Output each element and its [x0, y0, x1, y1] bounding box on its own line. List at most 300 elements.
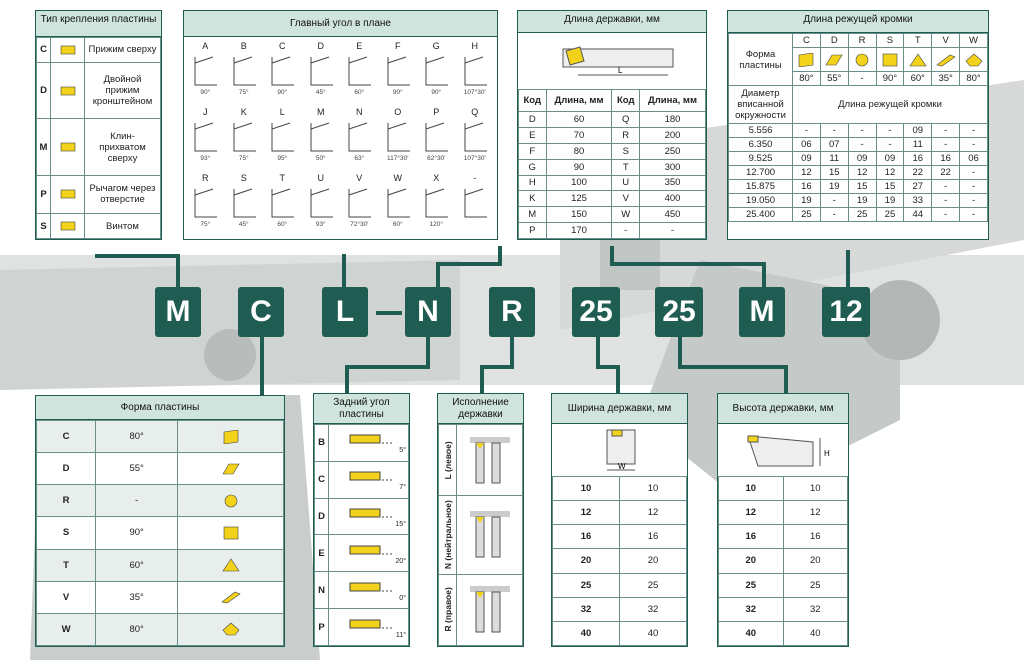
holder-length-cell: K	[519, 191, 547, 207]
edge-cell: -	[932, 208, 960, 222]
holder-length-cell: -	[612, 223, 640, 239]
edge-cell: 33	[904, 194, 932, 208]
edge-letter: V	[932, 34, 960, 48]
insert-shape-angle: 80°	[96, 613, 178, 645]
edge-row	[729, 208, 988, 222]
approach-angle: 93°	[200, 155, 211, 162]
holder-length-cell: V	[612, 191, 640, 207]
edge-length-panel	[727, 10, 989, 240]
approach-cell	[263, 105, 302, 171]
clearance-diagram	[329, 572, 409, 609]
height-code: 16	[719, 525, 784, 549]
approach-letter: L	[279, 107, 285, 117]
approach-cell	[417, 39, 456, 105]
edge-cell: -	[960, 124, 988, 138]
clearance-row	[315, 498, 409, 535]
hand-diagram	[457, 496, 523, 574]
connector	[678, 337, 682, 367]
clamping-text: Рычагом через отверстие	[85, 175, 161, 213]
hand-label: R (правое)	[439, 574, 457, 645]
clearance-code: B	[315, 425, 329, 462]
insert-shape-row	[37, 517, 284, 549]
edge-cell: 9.525	[729, 152, 793, 166]
approach-diagram	[456, 119, 495, 155]
clearance-row	[315, 609, 409, 646]
clamping-code: S	[37, 214, 51, 239]
approach-angle: 117°30′	[387, 155, 409, 162]
approach-letter: Q	[471, 107, 479, 117]
insert-shape-row	[37, 613, 284, 645]
clamping-icon	[51, 175, 85, 213]
approach-angle: 60°	[392, 221, 403, 228]
edge-letter: D	[820, 34, 848, 48]
svg-text:H: H	[824, 449, 830, 458]
edge-cell: -	[848, 124, 876, 138]
edge-insert-icon	[904, 48, 932, 72]
holder-length-cell: 70	[546, 127, 612, 143]
insert-shape-angle: -	[96, 485, 178, 517]
edge-cell: -	[960, 138, 988, 152]
width-illustration	[552, 424, 687, 476]
holder-length-cell: 80	[546, 143, 612, 159]
connector	[510, 337, 514, 367]
width-row	[553, 597, 687, 621]
clearance-angle: 15°	[395, 521, 406, 529]
approach-diagram	[186, 185, 225, 221]
edge-insert-icon	[848, 48, 876, 72]
hand-label: L (левое)	[439, 425, 457, 496]
width-row	[553, 477, 687, 501]
approach-letter: X	[433, 173, 440, 183]
edge-row	[729, 180, 988, 194]
edge-angle: 35°	[932, 72, 960, 86]
holder-length-row	[519, 223, 706, 239]
connector	[846, 250, 850, 287]
approach-angle: 60°	[277, 221, 288, 228]
width-row	[553, 621, 687, 645]
approach-cell	[340, 105, 379, 171]
edge-cell: 09	[848, 152, 876, 166]
approach-angle: 75°	[238, 155, 249, 162]
edge-cell: 25.400	[729, 208, 793, 222]
insert-shape-icon	[178, 581, 284, 613]
approach-letter: G	[432, 41, 440, 51]
connector	[426, 337, 430, 367]
clearance-row	[315, 461, 409, 498]
clearance-code: D	[315, 498, 329, 535]
edge-row	[729, 194, 988, 208]
code-letter: 12	[822, 287, 870, 337]
connector	[596, 337, 600, 367]
holder-length-cell: 125	[546, 191, 612, 207]
approach-row	[186, 105, 495, 171]
approach-letter: W	[393, 173, 402, 183]
approach-cell	[263, 39, 302, 105]
insert-shape-icon	[178, 549, 284, 581]
holder-length-row	[519, 207, 706, 223]
holder-length-cell: H	[519, 175, 547, 191]
edge-angle: 55°	[820, 72, 848, 86]
holder-length-row	[519, 191, 706, 207]
edge-cell: 11	[904, 138, 932, 152]
edge-cell: 15	[848, 180, 876, 194]
hand-row	[439, 425, 523, 496]
holder-length-cell: U	[612, 175, 640, 191]
width-value: 32	[620, 597, 687, 621]
approach-letter: P	[433, 107, 440, 117]
approach-cell	[456, 105, 495, 171]
holder-length-title: Длина державки, мм	[518, 11, 706, 33]
holder-length-row	[519, 127, 706, 143]
approach-letter: -	[473, 173, 477, 183]
approach-letter: R	[202, 173, 209, 183]
height-value: 32	[783, 597, 848, 621]
connector	[480, 365, 514, 369]
approach-angle: 72°30′	[350, 221, 369, 228]
width-row	[553, 501, 687, 525]
edge-cell: 07	[820, 138, 848, 152]
clearance-angle: 0°	[399, 594, 406, 602]
insert-shape-code: S	[37, 517, 96, 549]
edge-letter: R	[848, 34, 876, 48]
edge-cell: 19	[793, 194, 821, 208]
approach-cell	[417, 171, 456, 237]
width-row	[553, 573, 687, 597]
height-code: 12	[719, 501, 784, 525]
holder-length-header: Длина, мм	[639, 90, 705, 112]
edge-insert-icon	[793, 48, 821, 72]
holder-length-cell: P	[519, 223, 547, 239]
clamping-icon	[51, 62, 85, 118]
approach-angle: 93°	[315, 221, 326, 228]
width-title: Ширина державки, мм	[552, 394, 687, 424]
clamping-panel	[35, 10, 162, 240]
edge-cell: 15	[820, 166, 848, 180]
approach-letter: K	[240, 107, 247, 117]
height-row	[719, 597, 848, 621]
approach-diagram	[225, 185, 264, 221]
approach-diagram	[186, 53, 225, 89]
width-code: 10	[553, 477, 620, 501]
holder-length-cell: 180	[639, 112, 705, 128]
hand-row	[439, 496, 523, 574]
code-letter: M	[739, 287, 785, 337]
approach-diagram	[340, 185, 379, 221]
edge-cell: -	[820, 124, 848, 138]
approach-diagram	[263, 185, 302, 221]
connector	[498, 246, 502, 264]
approach-diagram	[417, 185, 456, 221]
edge-cell: -	[960, 180, 988, 194]
height-value: 12	[783, 501, 848, 525]
connector	[610, 262, 766, 266]
connector	[678, 365, 788, 369]
approach-letter: J	[203, 107, 208, 117]
height-value: 40	[783, 621, 848, 645]
insert-shape-icon	[178, 613, 284, 645]
code-dash	[376, 311, 402, 315]
insert-shape-code: C	[37, 421, 96, 453]
width-value: 10	[620, 477, 687, 501]
edge-cell: 12	[848, 166, 876, 180]
hand-panel	[437, 393, 524, 647]
edge-letter: T	[904, 34, 932, 48]
insert-shape-code: T	[37, 549, 96, 581]
holder-length-cell: R	[612, 127, 640, 143]
approach-cell	[456, 39, 495, 105]
width-panel	[551, 393, 688, 647]
hand-row	[439, 574, 523, 645]
approach-cell	[225, 105, 264, 171]
clamping-title: Тип крепления пластины	[36, 11, 161, 37]
insert-shape-icon	[178, 485, 284, 517]
clearance-panel	[313, 393, 410, 647]
approach-cell	[340, 39, 379, 105]
approach-angle: 90°	[200, 89, 211, 96]
approach-angle: 60°	[354, 89, 365, 96]
approach-diagram	[225, 119, 264, 155]
connector	[95, 254, 179, 258]
holder-length-cell: D	[519, 112, 547, 128]
insert-shape-title: Форма пластины	[36, 396, 284, 420]
approach-angle: 95°	[277, 155, 288, 162]
approach-diagram	[302, 119, 341, 155]
edge-row	[729, 166, 988, 180]
edge-cell: 19	[820, 180, 848, 194]
insert-shape-angle: 55°	[96, 453, 178, 485]
approach-letter: N	[356, 107, 363, 117]
approach-angle: 62°30′	[427, 155, 446, 162]
edge-insert-icon	[960, 48, 988, 72]
hand-label: N (нейтральное)	[439, 496, 457, 574]
approach-angle: 107°30′	[463, 89, 486, 96]
clamping-code: P	[37, 175, 51, 213]
edge-cell: 27	[904, 180, 932, 194]
approach-diagram	[379, 119, 418, 155]
edge-cell: -	[820, 194, 848, 208]
code-letter: C	[238, 287, 284, 337]
height-illustration	[718, 424, 848, 476]
insert-shape-icon	[178, 421, 284, 453]
edge-angle: 90°	[876, 72, 904, 86]
hand-title: Исполнение державки	[438, 394, 523, 424]
width-value: 40	[620, 621, 687, 645]
insert-shape-code: W	[37, 613, 96, 645]
holder-length-cell: 250	[639, 143, 705, 159]
width-value: 20	[620, 549, 687, 573]
connector	[436, 262, 440, 287]
insert-shape-row	[37, 581, 284, 613]
holder-length-cell: G	[519, 159, 547, 175]
diam-label: Диаметр вписанной окружности	[729, 86, 793, 124]
approach-letter: F	[395, 41, 401, 51]
clearance-code: C	[315, 461, 329, 498]
approach-letter: V	[356, 173, 363, 183]
edge-letter: W	[960, 34, 988, 48]
approach-letter: H	[471, 41, 478, 51]
insert-shape-angle: 60°	[96, 549, 178, 581]
approach-letter: D	[317, 41, 324, 51]
width-code: 20	[553, 549, 620, 573]
edge-letter: C	[793, 34, 821, 48]
edge-cell: 15.875	[729, 180, 793, 194]
clamping-row	[37, 175, 161, 213]
insert-shape-row	[37, 421, 284, 453]
clearance-title: Задний угол пластины	[314, 394, 409, 424]
approach-angle: 45°	[315, 89, 326, 96]
edge-cell: -	[876, 138, 904, 152]
approach-diagram	[340, 53, 379, 89]
clamping-text: Двойной прижим кронштейном	[85, 62, 161, 118]
holder-length-cell: 350	[639, 175, 705, 191]
edge-cell: -	[932, 180, 960, 194]
edge-row	[729, 152, 988, 166]
edge-insert-icon	[820, 48, 848, 72]
connector	[616, 365, 620, 393]
approach-diagram	[417, 119, 456, 155]
edge-length-title: Длина режущей кромки	[728, 11, 988, 33]
edge-angle: -	[848, 72, 876, 86]
approach-cell	[186, 105, 225, 171]
insert-shape-code: R	[37, 485, 96, 517]
connector	[784, 365, 788, 393]
height-row	[719, 525, 848, 549]
clearance-angle: 20°	[395, 557, 406, 565]
approach-diagram	[456, 185, 495, 221]
approach-diagram	[225, 53, 264, 89]
width-row	[553, 549, 687, 573]
edge-cell: 6.350	[729, 138, 793, 152]
width-code: 32	[553, 597, 620, 621]
insert-shape-angle: 80°	[96, 421, 178, 453]
edge-cell: -	[876, 124, 904, 138]
approach-angle: 75°	[238, 89, 249, 96]
height-code: 25	[719, 573, 784, 597]
edge-cell: -	[960, 166, 988, 180]
approach-diagram	[340, 119, 379, 155]
width-value: 16	[620, 525, 687, 549]
edge-cell: 15	[876, 180, 904, 194]
clamping-icon	[51, 38, 85, 63]
approach-angle: 120°	[429, 221, 443, 228]
insert-shape-code: V	[37, 581, 96, 613]
holder-length-cell: 170	[546, 223, 612, 239]
insert-shape-row	[37, 485, 284, 517]
approach-letter: S	[240, 173, 247, 183]
approach-diagram	[186, 119, 225, 155]
approach-cell	[225, 39, 264, 105]
clearance-diagram	[329, 498, 409, 535]
height-value: 20	[783, 549, 848, 573]
height-row	[719, 501, 848, 525]
connector	[610, 246, 614, 264]
approach-cell	[186, 39, 225, 105]
width-code: 16	[553, 525, 620, 549]
clamping-text: Клин-прихватом сверху	[85, 119, 161, 175]
clearance-diagram	[329, 609, 409, 646]
holder-length-cell: S	[612, 143, 640, 159]
holder-length-row	[519, 159, 706, 175]
holder-length-cell: 100	[546, 175, 612, 191]
holder-length-panel	[517, 10, 707, 240]
approach-cell	[456, 171, 495, 237]
approach-cell	[379, 105, 418, 171]
insert-shape-icon	[178, 453, 284, 485]
connector	[345, 365, 430, 369]
edge-letter: S	[876, 34, 904, 48]
connector	[260, 337, 264, 395]
edge-subtitle: Длина режущей кромки	[793, 86, 988, 124]
clamping-icon	[51, 214, 85, 239]
height-code: 20	[719, 549, 784, 573]
holder-length-cell: E	[519, 127, 547, 143]
holder-length-cell: 150	[546, 207, 612, 223]
width-value: 12	[620, 501, 687, 525]
holder-length-cell: F	[519, 143, 547, 159]
approach-diagram	[302, 185, 341, 221]
edge-angle: 60°	[904, 72, 932, 86]
edge-cell: 25	[848, 208, 876, 222]
shape-label: Форма пластины	[729, 34, 793, 86]
clearance-code: E	[315, 535, 329, 572]
approach-diagram	[263, 119, 302, 155]
height-value: 16	[783, 525, 848, 549]
approach-angle: 107°30′	[463, 155, 486, 162]
edge-cell: 25	[793, 208, 821, 222]
holder-length-cell: Q	[612, 112, 640, 128]
edge-cell: 06	[960, 152, 988, 166]
height-row	[719, 477, 848, 501]
approach-title: Главный угол в плане	[184, 11, 497, 37]
approach-diagram	[379, 53, 418, 89]
holder-length-row	[519, 112, 706, 128]
clamping-row	[37, 62, 161, 118]
edge-cell: 22	[932, 166, 960, 180]
code-letter: 25	[655, 287, 703, 337]
clamping-code: C	[37, 38, 51, 63]
width-code: 12	[553, 501, 620, 525]
hand-diagram	[457, 574, 523, 645]
approach-diagram	[456, 53, 495, 89]
clearance-diagram	[329, 461, 409, 498]
edge-insert-icon	[876, 48, 904, 72]
approach-letter: B	[240, 41, 247, 51]
clearance-code: P	[315, 609, 329, 646]
clearance-angle: 5°	[399, 447, 406, 455]
holder-length-cell: 90	[546, 159, 612, 175]
approach-cell	[417, 105, 456, 171]
connector	[345, 365, 349, 393]
edge-cell: 5.556	[729, 124, 793, 138]
approach-angle: 50°	[315, 155, 326, 162]
holder-length-cell: 400	[639, 191, 705, 207]
clearance-row	[315, 572, 409, 609]
approach-letter: A	[202, 41, 209, 51]
clamping-text: Прижим сверху	[85, 38, 161, 63]
edge-cell: -	[932, 124, 960, 138]
height-panel	[717, 393, 849, 647]
height-row	[719, 549, 848, 573]
holder-length-cell: 200	[639, 127, 705, 143]
edge-row	[729, 124, 988, 138]
edge-cell: -	[960, 208, 988, 222]
edge-cell: -	[932, 194, 960, 208]
edge-cell: 12	[793, 166, 821, 180]
edge-row	[729, 138, 988, 152]
edge-angle: 80°	[960, 72, 988, 86]
code-letter: R	[489, 287, 535, 337]
edge-cell: 11	[820, 152, 848, 166]
